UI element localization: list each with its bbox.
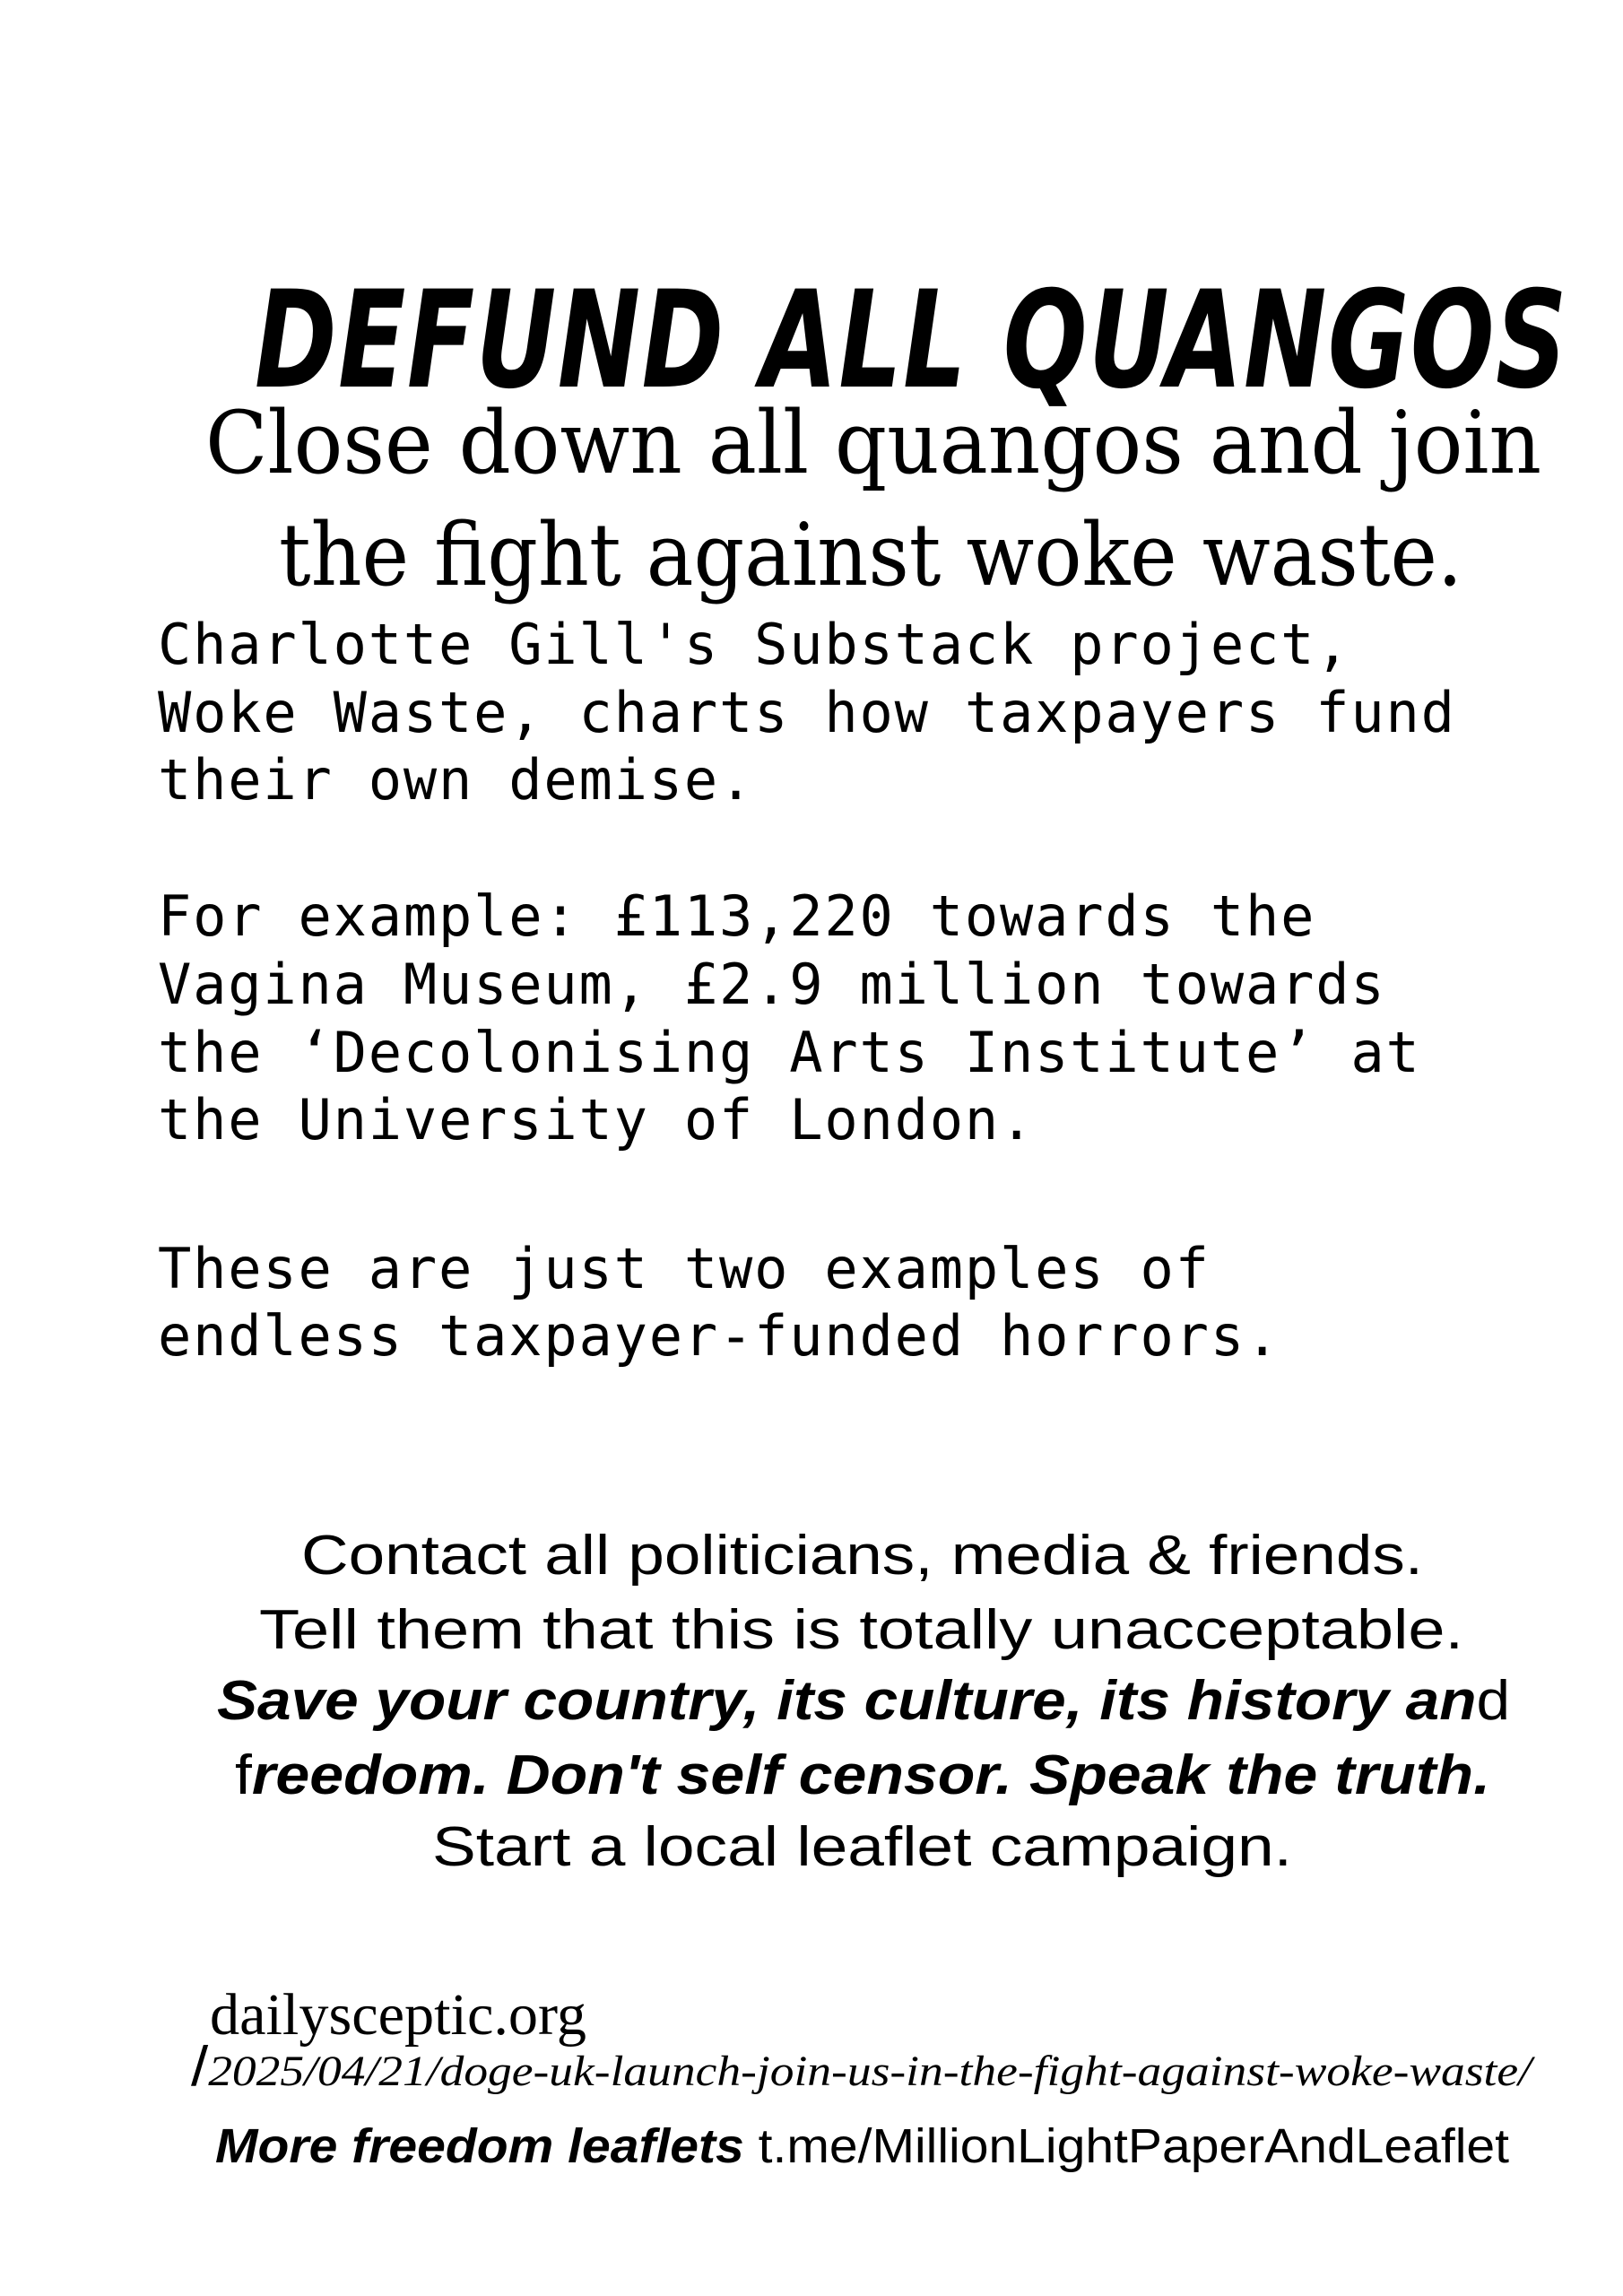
- source-site-link[interactable]: dailysceptic.org: [210, 1982, 586, 2048]
- body-line: For example: £113,220 towards the: [158, 883, 1316, 949]
- cta-line-4-emphasis: reedom. Don't self censor. Speak the truth.: [251, 1744, 1490, 1806]
- source-url-slash: /: [191, 2036, 209, 2098]
- cta-line-5-text: Start a local leaflet campaign.: [431, 1816, 1292, 1878]
- more-leaflets-text: [215, 2119, 1510, 2173]
- body-line: their own demise.: [158, 747, 755, 813]
- body-line: Woke Waste, charts how taxpayers fund: [158, 680, 1456, 745]
- more-leaflets-link[interactable]: t.me/MillionLightPaperAndLeaflet: [758, 2119, 1510, 2173]
- body-line: Vagina Museum, £2.9 million towards: [158, 952, 1386, 1017]
- more-leaflets-label: More freedom leaflets: [215, 2119, 744, 2173]
- cta-line-4-head: f: [234, 1744, 252, 1806]
- cta-line-3-tail: d: [1476, 1670, 1510, 1732]
- subtitle-line-2-text: the fight against woke waste.: [279, 505, 1463, 605]
- subtitle-line-1-text: Close down all quangos and join: [205, 393, 1542, 493]
- subtitle-line-2: [224, 426, 1562, 605]
- source-url-path: 2025/04/21/doge-uk-launch-join-us-in-the-fight-against-woke-waste/: [208, 2048, 1532, 2095]
- body-line: endless taxpayer-funded horrors.: [158, 1303, 1281, 1369]
- body-line: Charlotte Gill's Substack project,: [158, 612, 1351, 677]
- headline-text: DEFUND ALL QUANGOS: [255, 263, 1569, 419]
- body-line: the ‘Decolonising Arts Institute’ at: [158, 1020, 1421, 1085]
- cta-line-2-text: Tell them that this is totally unacceptable.: [258, 1599, 1463, 1661]
- cta-line-3-emphasis: Save your country, its culture, its history an: [216, 1670, 1477, 1732]
- more-leaflets: [161, 2074, 1510, 2219]
- body-line: the University of London.: [158, 1087, 1036, 1152]
- body-line: These are just two examples of: [158, 1236, 1211, 1301]
- cta-line-1-text: Contact all politicians, media & friends.: [300, 1525, 1423, 1587]
